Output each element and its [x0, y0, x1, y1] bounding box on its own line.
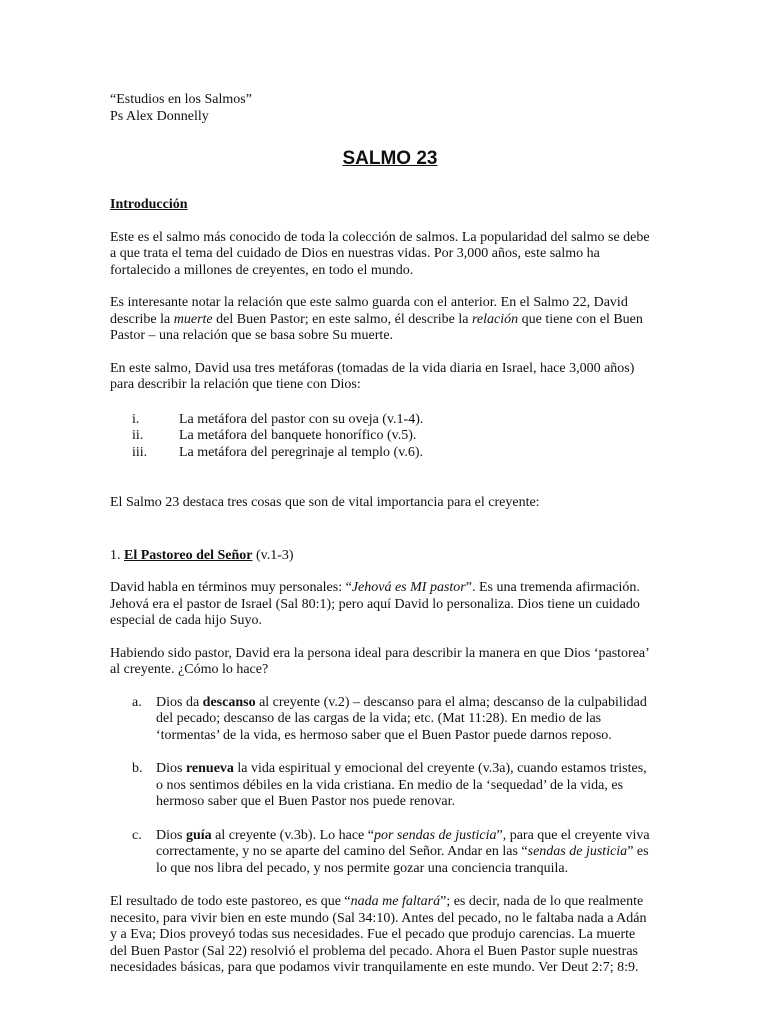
- list-text: [156, 761, 655, 811]
- point-1-paragraph-2: Habiendo sido pastor, David era la persona ideal para describir la manera en que Dios ‘pastorea’ al creyente. ¿Cómo lo hace?: [110, 645, 649, 677]
- text-run: ”; es decir, nada de lo que realmente necesito, para vivir bien en este mundo (Sal 34:10). Antes del pecado, no le faltaba nada a Adán y a Eva; Dios proveyó todas sus necesidades. Fue el pecado que produjo carencias. La muerte del Buen Pastor (Sal 22) resolvió el problema del pecado. Ahora el Buen Pastor suple nuestras necesidades básicas, para que podamos vivir tranquilamente en este mundo. Ver Deut 2:7; 8:9.: [110, 894, 647, 975]
- intro-paragraph-3: En este salmo, David usa tres metáforas (tomadas de la vida diaria en Israel, hace 3,000 años) para describir la relación que tiene con Dios:: [110, 360, 635, 392]
- list-text: [156, 695, 655, 745]
- text-run: del Buen Pastor; en este salmo, él describe la: [212, 311, 472, 327]
- list-item: [132, 412, 655, 429]
- list-letter: a.: [132, 694, 142, 710]
- bold-descanso: descanso: [202, 694, 256, 710]
- list-item: [132, 761, 655, 811]
- text-run: ”, para que el creyente viva correctamente, y no se aparte del camino del Señor. Andar en las “: [156, 827, 650, 859]
- point-number: 1.: [110, 547, 124, 563]
- page-title: SALMO 23: [342, 148, 438, 169]
- text-run: ” es lo que nos libra del pecado, y nos permite gozar una conciencia tranquila.: [156, 844, 649, 876]
- list-number: i.: [132, 411, 140, 427]
- quote-jehova: Jehová es MI pastor: [351, 580, 466, 595]
- bold-renueva: renueva: [185, 761, 234, 776]
- text-run: David habla en términos muy personales: “: [110, 580, 352, 595]
- point-title: El Pastoreo del Señor: [124, 547, 253, 563]
- list-item: [132, 828, 655, 878]
- list-text: [156, 828, 655, 878]
- author-name: Ps Alex Donnelly: [110, 108, 209, 124]
- text-run: ”. Es una tremenda afirmación. Jehová era el pastor de Israel (Sal 80:1); pero aquí David lo personaliza. Dios tiene un cuidado especial de cada hijo Suyo.: [110, 580, 640, 628]
- shepherding-list: [132, 695, 655, 878]
- text-run: Dios: [156, 827, 186, 843]
- intro-heading: Introducción: [110, 197, 188, 212]
- list-letter: b.: [132, 761, 143, 776]
- text-run: Dios da: [156, 694, 203, 710]
- text-run: la vida espiritual y emocional del creyente (v.3a), cuando estamos tristes, o nos sentimos débiles en la vida cristiana. En medio de la ‘sequedad’ de la vida, es hermoso saber que el Buen Pastor nos puede renovar.: [156, 761, 647, 809]
- list-letter: c.: [132, 827, 142, 843]
- text-run: al creyente (v.3b). Lo hace “: [211, 827, 374, 843]
- list-item: [132, 695, 655, 745]
- text-run: El resultado de todo este pastoreo, es que “: [110, 894, 351, 909]
- list-item: [132, 428, 655, 445]
- list-number: ii.: [132, 428, 144, 443]
- point-1-paragraph-3: [110, 894, 655, 977]
- list-item: [132, 445, 655, 462]
- intro-paragraph-2: [110, 295, 655, 345]
- series-title: “Estudios en los Salmos”: [110, 92, 252, 107]
- intro-paragraph-1: Este es el salmo más conocido de toda la colección de salmos. La popularidad del salmo se debe a que trata el tema del cuidado de Dios en nuestras vidas. Por 3,000 años, este salmo ha fortalecido a millones de creyentes, en todo el mundo.: [110, 229, 650, 278]
- text-run: Dios: [156, 761, 186, 776]
- metaphor-list: [132, 412, 655, 462]
- quote-sendas-2: sendas de justicia: [527, 844, 628, 859]
- intro-paragraph-4: El Salmo 23 destaca tres cosas que son de vital importancia para el creyente:: [110, 495, 540, 510]
- quote-nada-me-faltara: nada me faltará: [350, 894, 441, 909]
- list-number: iii.: [132, 444, 148, 460]
- point-reference: (v.1-3): [252, 547, 294, 563]
- text-run: que tiene con el Buen Pastor – una relación que se basa sobre Su muerte.: [110, 311, 643, 343]
- emphasis-relacion: relación: [471, 311, 519, 327]
- document-body: [110, 92, 655, 977]
- list-text: La metáfora del banquete honorífico (v.5).: [179, 428, 417, 443]
- list-text: La metáfora del peregrinaje al templo (v.6).: [179, 444, 423, 460]
- text-run: al creyente (v.2) – descanso para el alma; descanso de la culpabilidad del pecado; descanso de las cargas de la vida; etc. (Mat 11:28). En medio de las ‘tormentas’ de la vida, es hermoso saber que el Buen Pastor puede darnos reposo.: [156, 694, 647, 743]
- bold-guia: guía: [185, 827, 212, 843]
- point-1-paragraph-1: [110, 580, 655, 630]
- quote-sendas: por sendas de justicia: [373, 827, 497, 843]
- point-1-heading: [110, 548, 655, 565]
- text-run: Es interesante notar la relación que este salmo guarda con el anterior. En el Salmo 22, David describe la: [110, 295, 628, 327]
- list-text: La metáfora del pastor con su oveja (v.1-4).: [179, 411, 424, 427]
- emphasis-muerte: muerte: [173, 311, 213, 327]
